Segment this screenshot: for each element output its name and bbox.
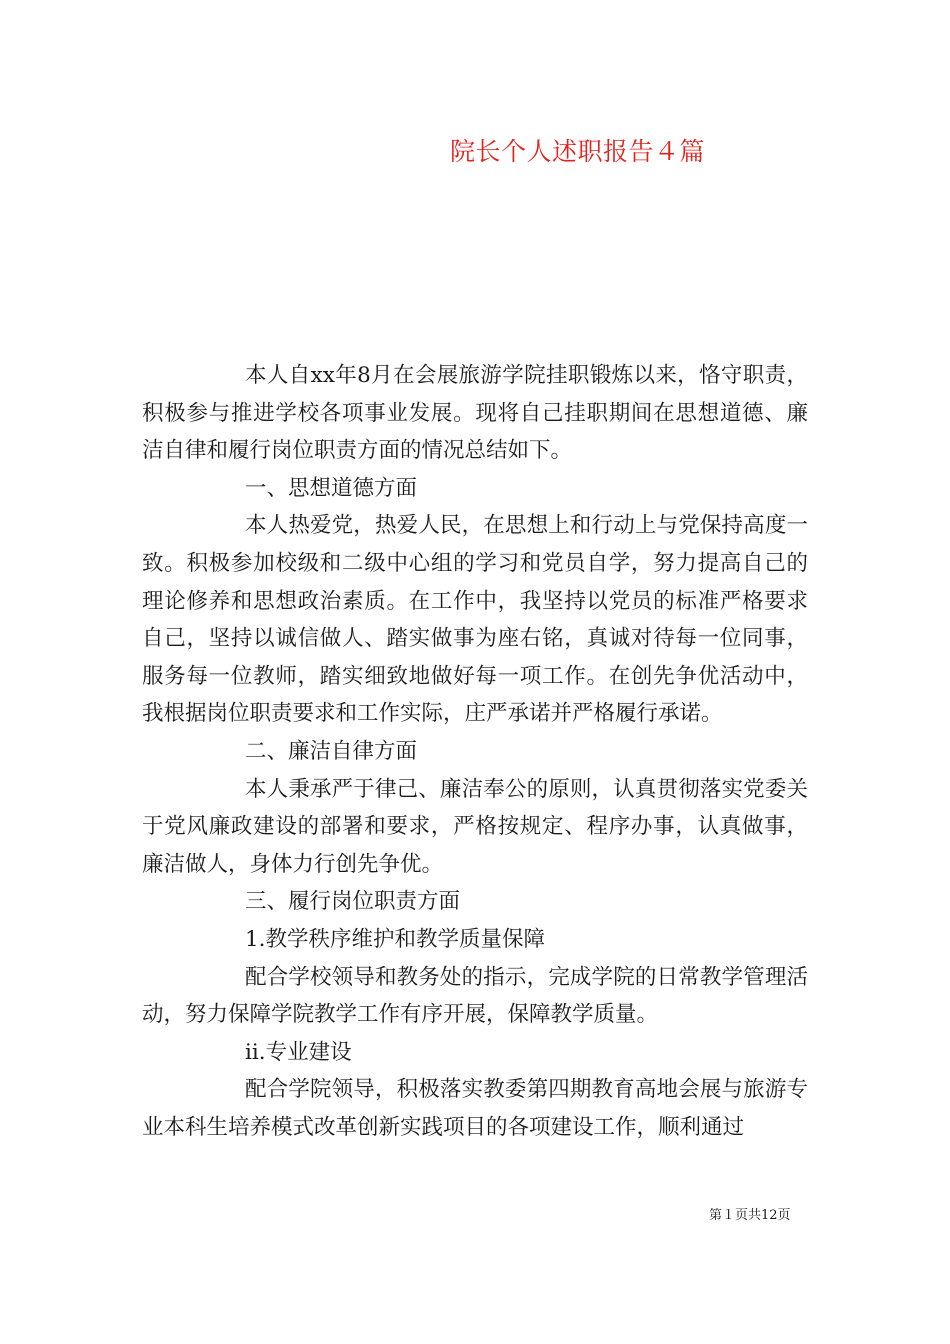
paragraph-teaching: 配合学校领导和教务处的指示，完成学院的日常教学管理活动，努力保障学院教学工作有序开展，保障教学质量。 xyxy=(142,964,808,1028)
page-number-footer: 第１页共12页 xyxy=(709,1208,791,1223)
section-heading-integrity: 二、廉洁自律方面 xyxy=(245,738,418,764)
section-heading-duties: 三、履行岗位职责方面 xyxy=(245,889,461,915)
paragraph-major: 配合学院领导，积极落实教委第四期教育高地会展与旅游专业本科生培养模式改革创新实践项目的各项建设工作，顺利通过 xyxy=(142,1077,808,1140)
subsection-heading-major: ii.专业建设 xyxy=(245,1039,352,1065)
document-body xyxy=(142,357,808,1146)
paragraph-intro: 本人自xx年8月在会展旅游学院挂职锻炼以来，恪守职责，积极参与推进学校各项事业发展。现将自己挂职期间在思想道德、廉洁自律和履行岗位职责方面的情况总结如下。 xyxy=(142,363,808,464)
document-title: 院长个人述职报告４篇 xyxy=(450,137,706,166)
section-heading-ideology: 一、思想道德方面 xyxy=(245,475,418,501)
paragraph-integrity: 本人秉承严于律己、廉洁奉公的原则，认真贯彻落实党委关于党风廉政建设的部署和要求，严格按规定、程序办事，认真做事，廉洁做人，身体力行创先争优。 xyxy=(142,776,808,877)
subsection-heading-teaching: 1.教学秩序维护和教学质量保障 xyxy=(245,926,546,952)
paragraph-ideology: 本人热爱党，热爱人民，在思想上和行动上与党保持高度一致。积极参加校级和二级中心组的学习和党员自学，努力提高自己的理论修养和思想政治素质。在工作中，我坚持以党员的标准严格要求自己，坚持以诚信做人、踏实做事为座右铭，真诚对待每一位同事，服务每一位教师，踏实细致地做好每一项工作。在创先争优活动中，我根据岗位职责要求和工作实际，庄严承诺并严格履行承诺。 xyxy=(142,513,808,727)
